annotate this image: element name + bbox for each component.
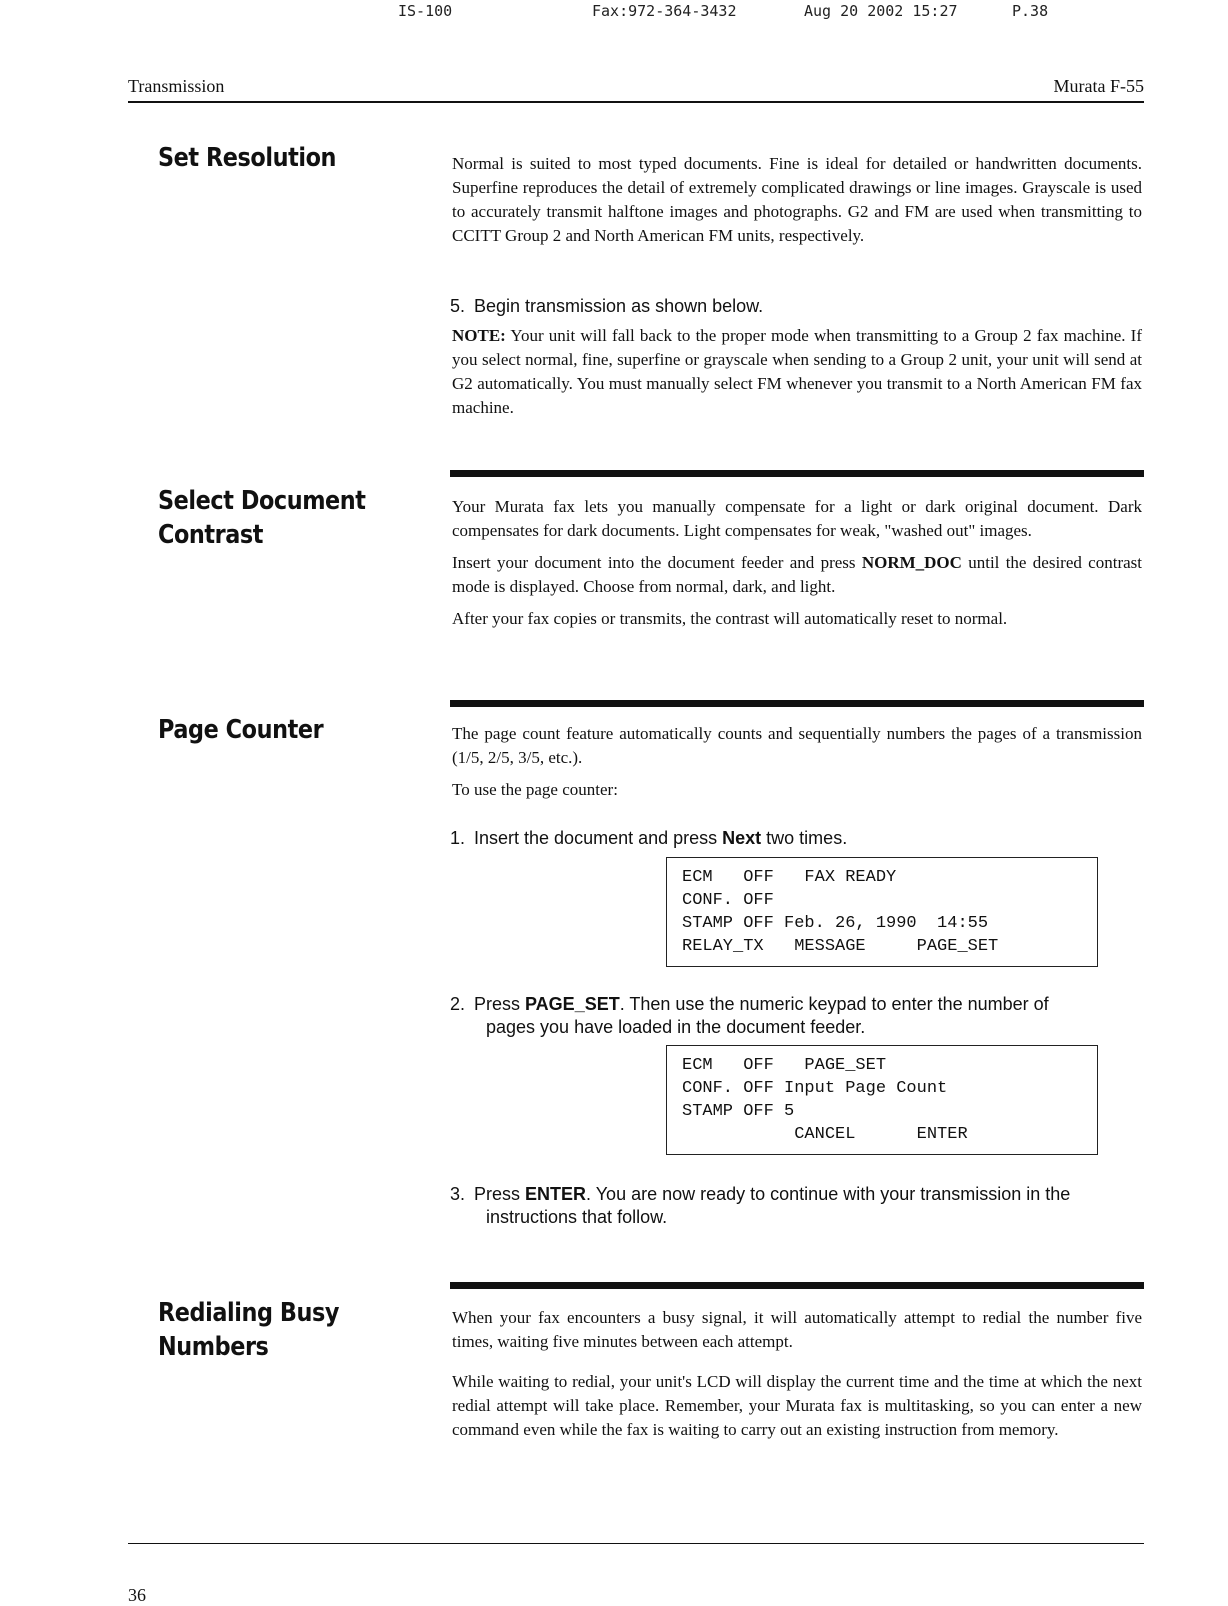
step-2-number: 2. (450, 994, 466, 1014)
fax-date: Aug 20 2002 15:27 (804, 2, 958, 20)
step-3: 3. Press ENTER. You are now ready to continue with your transmission in the instructions that follow. (450, 1183, 1145, 1229)
set-resolution-paragraph: Normal is suited to most typed documents. Fine is ideal for detailed or handwritten documents. Superfine reproduces the detail of extremely complicated drawings or line images. Grayscale is used to accurately transmit halftone images and photographs. G2 and FM are used when transmitting to CCITT Group 2 and North American FM units, respectively. (452, 154, 1142, 245)
enter-key: ENTER (525, 1184, 587, 1204)
select-contrast-p1: Your Murata fax lets you manually compensate for a light or dark original document. Dark compensates for dark documents. Light compensates for weak, "washed out" images. (452, 497, 1142, 540)
step-1: 1. Insert the document and press Next two times. (450, 828, 848, 848)
select-contrast-title: Select Document Contrast (158, 486, 366, 550)
step-5-text: Begin transmission as shown below. (474, 296, 764, 316)
lcd-display-fax-ready (666, 857, 1098, 967)
lcd-line: ECM OFF FAX READY (682, 868, 897, 887)
lcd-line: CANCEL ENTER (682, 1125, 968, 1144)
running-header (128, 73, 1144, 103)
lcd-line: CONF. OFF (682, 891, 774, 910)
footer-rule (128, 1543, 1144, 1544)
select-contrast-p3: After your fax copies or transmits, the contrast will automatically reset to normal. (452, 609, 1008, 628)
norm-doc-key: NORM_DOC (861, 553, 962, 572)
lcd-line: STAMP OFF Feb. 26, 1990 14:55 (682, 914, 989, 933)
step-5-number: 5. (450, 296, 466, 316)
step-2: 2. Press PAGE_SET. Then use the numeric keypad to enter the number of pages you have loaded in the document feeder. (450, 993, 1145, 1039)
page-set-key: PAGE_SET (525, 994, 620, 1014)
lcd-display-page-set (666, 1045, 1098, 1155)
page-counter-p1: The page count feature automatically counts and sequentially numbers the pages of a transmission (1/5, 2/5, 3/5, etc.). (452, 724, 1142, 767)
lcd-line: ECM OFF PAGE_SET (682, 1056, 887, 1075)
lcd-line: STAMP OFF 5 (682, 1102, 795, 1121)
note-block (452, 324, 1142, 428)
page-counter-body (452, 722, 1142, 810)
section-rule (450, 1282, 1144, 1289)
step-3-continuation: instructions that follow. (486, 1207, 668, 1227)
note-label: NOTE: (452, 326, 506, 345)
set-resolution-title: Set Resolution (158, 143, 336, 173)
redialing-body (452, 1306, 1142, 1450)
note-text: Your unit will fall back to the proper mode when transmitting to a Group 2 fax machine. If you select normal, fine, superfine or grayscale when sending to a Group 2 unit, your unit will send at G2 automatically. You must manually select FM whenever you transmit to a North American FM fax machine. (452, 326, 1142, 417)
fax-sender-id: IS-100 (398, 2, 453, 20)
step-1-number: 1. (450, 828, 466, 848)
page-counter-p2: To use the page counter: (452, 780, 618, 799)
next-key: Next (722, 828, 762, 848)
lcd-line: RELAY_TX MESSAGE PAGE_SET (682, 937, 999, 956)
section-rule (450, 700, 1144, 707)
fax-header (0, 0, 1228, 30)
step-5 (450, 295, 1145, 318)
fax-number: Fax:972-364-3432 (592, 2, 737, 20)
page-counter-title: Page Counter (158, 715, 324, 745)
fax-page: P.38 (1012, 2, 1049, 20)
lcd-line: CONF. OFF Input Page Count (682, 1079, 948, 1098)
redialing-p2: While waiting to redial, your unit's LCD will display the current time and the time at which the next redial attempt will take place. Remember, your Murata fax is multitasking, so you can enter a new command even while the fax is waiting to carry out an existing instruction from memory. (452, 1372, 1142, 1439)
select-contrast-p2: Insert your document into the document feeder and press NORM_DOC until the desired contrast mode is displayed. Choose from normal, dark, and light. (452, 553, 1142, 596)
running-header-model: Murata F-55 (1053, 76, 1144, 96)
redialing-title: Redialing Busy Numbers (158, 1298, 340, 1362)
running-header-section: Transmission (128, 76, 225, 96)
step-3-number: 3. (450, 1184, 466, 1204)
redialing-p1: When your fax encounters a busy signal, it will automatically attempt to redial the number five times, waiting five minutes between each attempt. (452, 1308, 1142, 1351)
set-resolution-body (452, 152, 1142, 256)
step-2-continuation: pages you have loaded in the document feeder. (486, 1017, 866, 1037)
section-rule (450, 470, 1144, 477)
select-contrast-body (452, 495, 1142, 639)
page-number: 36 (128, 1585, 146, 1605)
